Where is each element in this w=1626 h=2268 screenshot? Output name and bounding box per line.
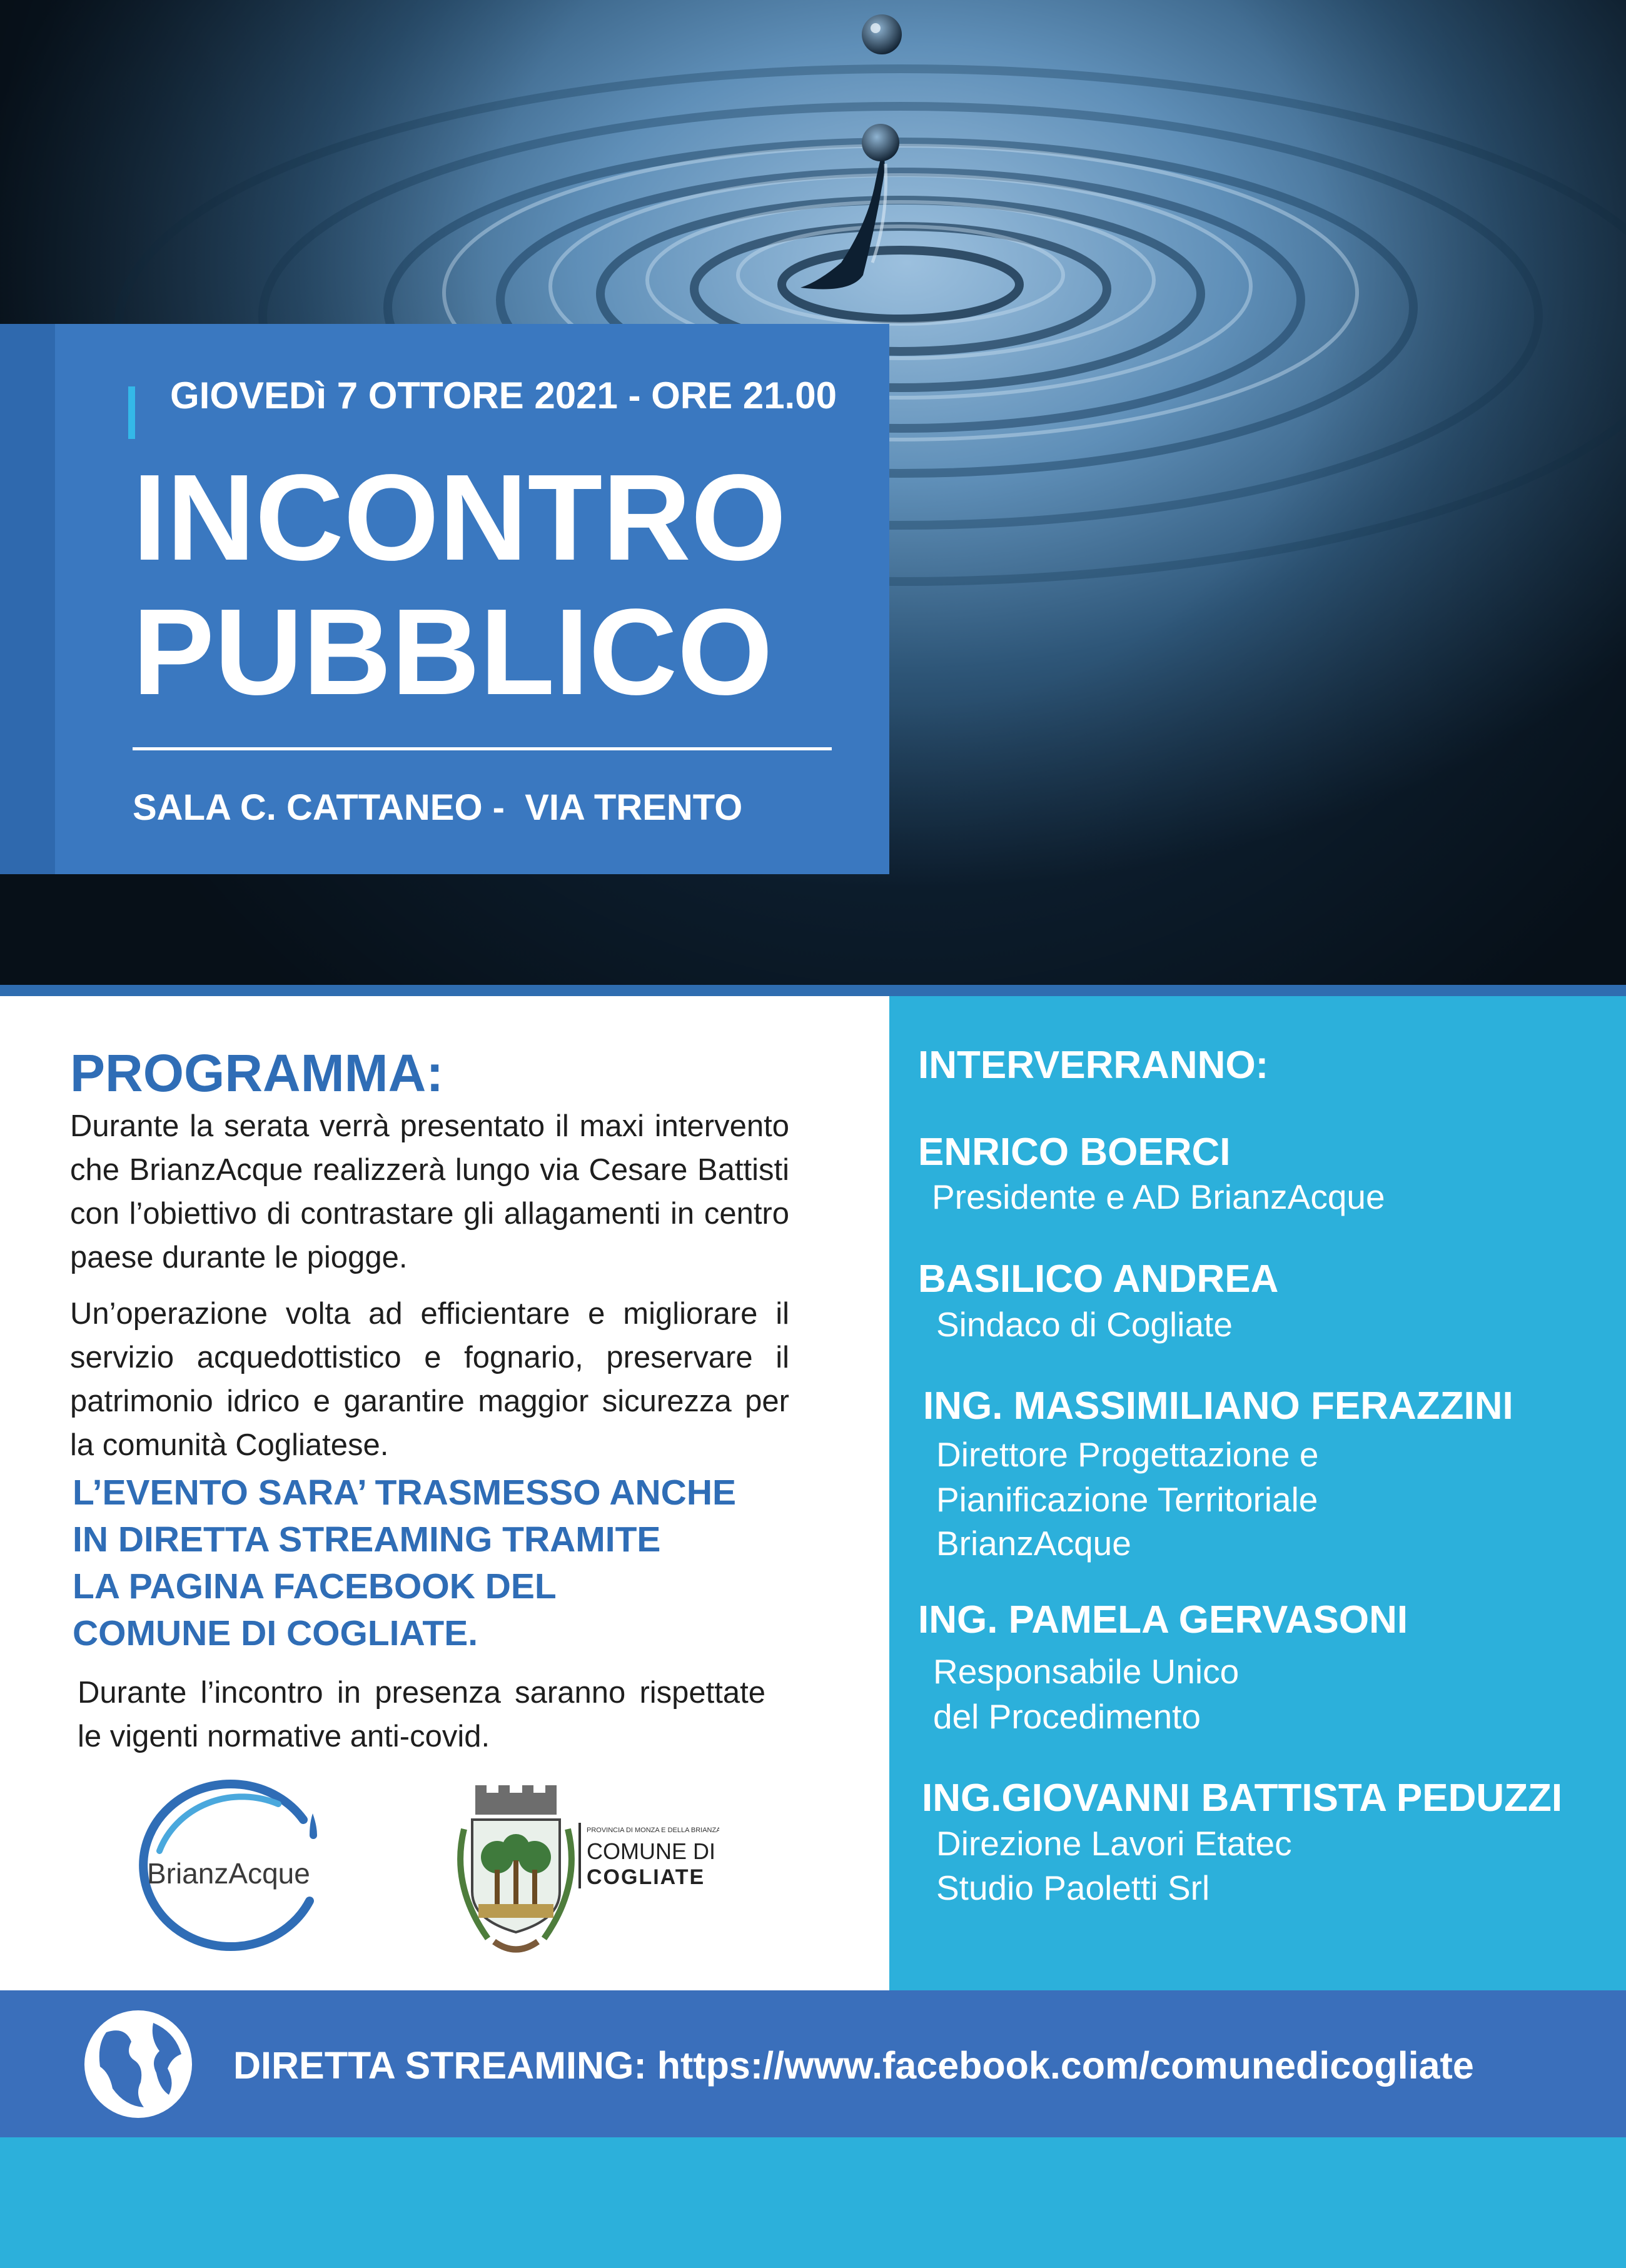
speaker-name: ING.GIOVANNI BATTISTA PEDUZZI: [922, 1777, 1563, 1820]
streaming-note-line: IN DIRETTA STREAMING TRAMITE: [73, 1520, 661, 1560]
programma-paragraph-1: Durante la serata verrà presentato il maxi intervento che BrianzAcque realizzerà lungo via Cesare Battisti con l’obiettivo di contrastare gli allagamenti in centro paese durante le piogge.: [70, 1109, 789, 1274]
speaker-name: ENRICO BOERCI: [918, 1131, 1231, 1174]
brianzacque-logo-mark: [122, 1776, 347, 1963]
event-title-line1: INCONTRO: [133, 449, 787, 586]
speaker-role: Direzione Lavori Etatec: [936, 1824, 1292, 1863]
comune-name-line1: COMUNE DI: [587, 1838, 715, 1864]
streaming-note-line: COMUNE DI COGLIATE.: [73, 1613, 478, 1653]
speaker-role: Responsabile Unico: [933, 1652, 1240, 1691]
footer-bottom-band: [0, 2137, 1626, 2268]
streaming-link[interactable]: DIRETTA STREAMING: https://www.facebook.com/comunedicogliate: [233, 2044, 1474, 2087]
programma-paragraph-2: Un’operazione volta ad efficientare e migliorare il servizio acquedottistico e fognario, preservare il patrimonio idrico e garantire maggior sicurezza per la comunità Cogliatese.: [70, 1297, 789, 1462]
speaker-role: Sindaco di Cogliate: [936, 1305, 1233, 1344]
speaker-role: Direttore Progettazione e: [936, 1435, 1319, 1474]
event-venue: SALA C. CATTANEO - VIA TRENTO: [133, 787, 743, 828]
event-title-line2: PUBBLICO: [133, 583, 773, 720]
brianzacque-logo: [122, 1776, 347, 1963]
streaming-note: [73, 1469, 798, 1657]
speaker-role: BrianzAcque: [936, 1524, 1131, 1563]
accent-bar: [128, 386, 135, 439]
speaker-role: Presidente e AD BrianzAcque: [932, 1177, 1385, 1216]
speaker-role: Pianificazione Territoriale: [936, 1480, 1318, 1519]
speaker-name: ING. MASSIMILIANO FERAZZINI: [923, 1384, 1513, 1428]
comune-province-text: PROVINCIA DI MONZA E DELLA BRIANZA: [587, 1827, 719, 1834]
covid-note: Durante l’incontro in presenza saranno rispettate le vigenti normative anti-covid.: [78, 1676, 765, 1753]
speaker-name: ING. PAMELA GERVASONI: [918, 1598, 1408, 1641]
speaker-name: BASILICO ANDREA: [918, 1257, 1279, 1301]
streaming-note-line: LA PAGINA FACEBOOK DEL: [73, 1566, 557, 1606]
globe-icon: [81, 2007, 195, 2121]
speaker-role: Studio Paoletti Srl: [936, 1868, 1210, 1907]
cogliate-coat-of-arms: [438, 1785, 719, 1967]
programma-heading: PROGRAMMA:: [70, 1044, 444, 1102]
speaker-role: del Procedimento: [933, 1697, 1201, 1736]
title-panel-edge: [0, 324, 55, 874]
title-divider: [133, 747, 832, 750]
comune-di-cogliate-logo: [438, 1785, 719, 1967]
interverranno-heading: INTERVERRANNO:: [918, 1044, 1269, 1087]
globe-icon-graphic: [81, 2007, 195, 2121]
streaming-note-line: L’EVENTO SARA’ TRASMESSO ANCHE: [73, 1473, 737, 1513]
event-date: GIOVEDì 7 OTTORE 2021 - ORE 21.00: [170, 375, 837, 416]
comune-name-line2: COGLIATE: [587, 1865, 705, 1889]
hero-bottom-band: [0, 985, 1626, 996]
brianzacque-logo-text: BrianzAcque: [147, 1857, 310, 1890]
